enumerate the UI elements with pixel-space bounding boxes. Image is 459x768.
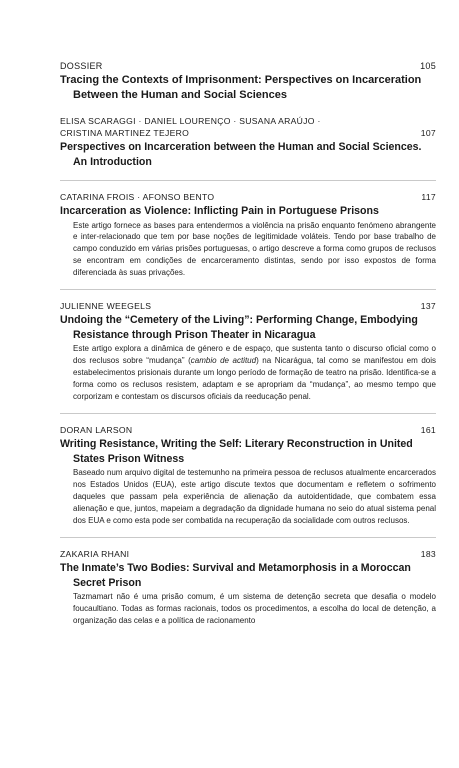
entry-authors: JULIENNE WEEGELS <box>60 301 152 312</box>
abstract-italic-text: cambio de actitud <box>190 356 257 366</box>
toc-entry[interactable] <box>60 191 436 278</box>
entry-abstract: Tazmamart não é uma prisão comum, é um sistema de detenção secreta que desafia o modelo foucaultiano. Todas as formas racionais, todos os procedimentos, a escolha do local de detenção, a organização das celas e a política de racionamento <box>73 592 436 626</box>
toc-entry[interactable] <box>60 548 436 626</box>
divider <box>60 413 436 414</box>
dossier-title[interactable]: Tracing the Contexts of Imprisonment: Perspectives on Incarceration Between the Human and Social Sciences <box>60 74 422 101</box>
entry-authors: ZAKARIA RHANI <box>60 549 130 560</box>
entry-authors-row <box>60 127 436 139</box>
entry-title[interactable]: Undoing the “Cemetery of the Living”: Performing Change, Embodying Resistance through Prison Theater in Nicaragua <box>60 314 418 341</box>
entry-abstract: Baseado num arquivo digital de testemunho na primeira pessoa de reclusos atualmente encarcerados nos Estados Unidos (EUA), este artigo discute textos que documentam e refletem o sofrimento daqueles que passam pela experiência de alienação da autoidentidade, que combatem essa alienação e que, juntos, mapeiam a degradação da dignidade humana no seio do atual sistema penal dos EUA e como esta pode ser combatida na recuperação da socialidade com outros reclusos. <box>73 468 436 525</box>
entry-page-number: 117 <box>421 192 436 202</box>
entry-title[interactable]: The Inmate’s Two Bodies: Survival and Metamorphosis in a Moroccan Secret Prison <box>60 562 411 589</box>
entry-authors-row <box>60 300 436 312</box>
entry-authors-row <box>60 548 436 560</box>
entry-page-number: 107 <box>420 128 436 138</box>
entry-abstract: Este artigo fornece as bases para entendermos a violência na prisão enquanto fenómeno abrangente e inter-relacionado que tem por base noções de legitimidade voláteis. Tendo por base trabalho de campo conduzido em várias prisões portuguesas, o artigo descreve a forma como grupos de reclusos se encontram em condições de encarceramento distintas, sendo por isso expostos de forma diferenciada às suas privações. <box>73 220 436 277</box>
entry-authors-line: ELISA SCARAGGI · DANIEL LOURENÇO · SUSANA ARAÚJO · <box>60 116 321 126</box>
toc-entry[interactable] <box>60 424 436 526</box>
toc-entry[interactable] <box>60 300 436 402</box>
entry-page-number: 137 <box>420 301 436 312</box>
abstract-text: Este artigo explora a dinâmica de género e de espaço, que sustenta tanto o discurso oficial como o dos reclusos sobre “mudança” ( <box>73 344 436 366</box>
entry-title[interactable]: Perspectives on Incarceration between the Human and Social Sciences. An Introduction <box>60 141 422 168</box>
entry-authors <box>60 115 436 139</box>
entry-authors: CATARINA FROIS · AFONSO BENTO <box>60 192 215 202</box>
divider <box>60 180 436 181</box>
divider <box>60 537 436 538</box>
entry-page-number: 161 <box>420 425 436 436</box>
entry-title[interactable]: Writing Resistance, Writing the Self: Literary Reconstruction in United States Prison Witness <box>60 438 413 465</box>
entry-page-number: 183 <box>420 549 436 560</box>
dossier-header <box>60 60 436 72</box>
toc-content <box>60 60 436 627</box>
entry-abstract <box>73 343 436 402</box>
dossier-page-number: 105 <box>420 61 436 71</box>
entry-authors: DORAN LARSON <box>60 425 133 436</box>
entry-authors-row <box>60 191 436 203</box>
abstract-text: ) na Nicarágua, tal como se manifestou em dois estabelecimentos prisionais durante um longo período de formação de teatro na prisão. Identifica-se a forma como os reclusos resistem, adaptam e se apropriam da “mudança”, ao mesmo tempo que corporizam e contestam os discursos oficiais da reeducação penal. <box>73 356 436 401</box>
entry-authors-row <box>60 424 436 436</box>
divider <box>60 289 436 290</box>
entry-authors-line: CRISTINA MARTINEZ TEJERO <box>60 128 190 138</box>
entry-title[interactable]: Incarceration as Violence: Inflicting Pain in Portuguese Prisons <box>60 205 379 217</box>
dossier-label: DOSSIER <box>60 61 103 71</box>
toc-entry[interactable] <box>60 115 436 169</box>
